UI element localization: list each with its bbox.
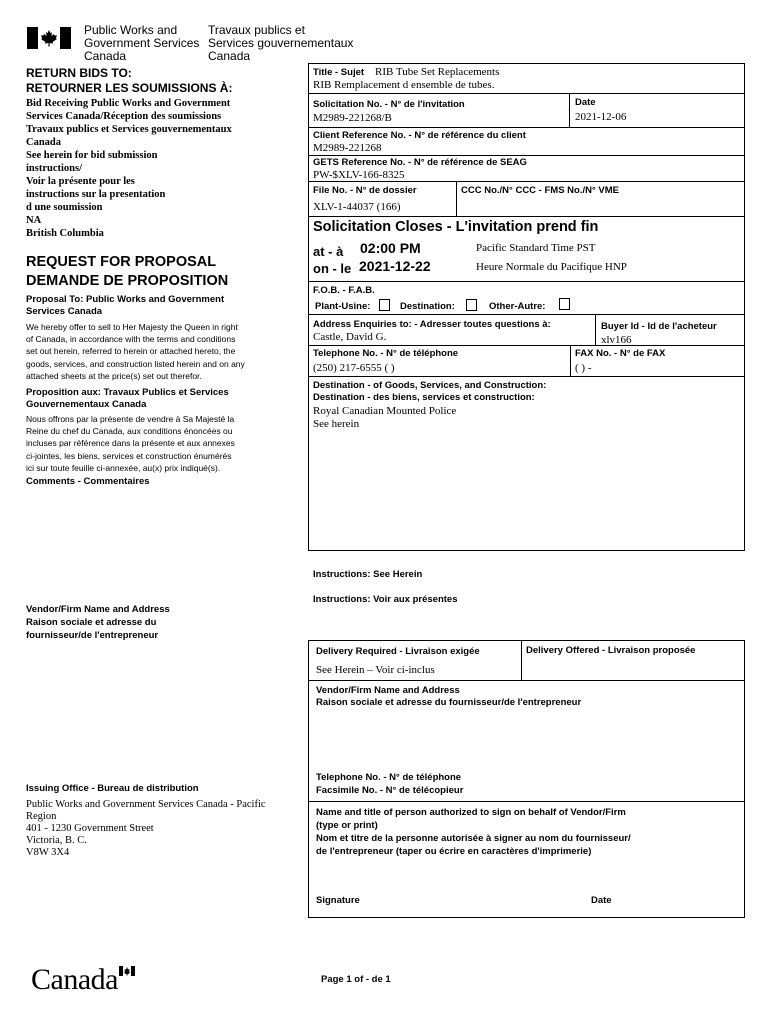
solicitation-number-value: M2989-221268/B — [313, 112, 392, 124]
address-enquiries-label: Address Enquiries to: - Adresser toutes questions à: — [313, 319, 551, 330]
buyer-id-label: Buyer Id - Id de l'acheteur — [601, 321, 717, 332]
date-label: Date — [575, 97, 596, 108]
wordmark-flag-icon — [119, 966, 135, 976]
file-number-value: XLV-1-44037 (166) — [313, 201, 401, 213]
date-value: 2021-12-06 — [575, 111, 627, 123]
request-for-proposal-title: REQUEST FOR PROPOSAL DEMANDE DE PROPOSITION — [26, 254, 229, 289]
issuing-office-label: Issuing Office - Bureau de distribution — [26, 783, 199, 794]
government-flag-logo — [27, 27, 71, 49]
department-name-en: Public Works and Government Services Canada — [84, 23, 200, 63]
other-checkbox[interactable] — [559, 298, 570, 310]
gets-reference-value: PW-$XLV-166-8325 — [313, 169, 405, 181]
proposal-to-label: Proposal To: Public Works and Government Services Canada — [26, 294, 225, 317]
timezone-fr: Heure Normale du Pacifique HNP — [476, 261, 627, 273]
plant-checkbox[interactable] — [379, 299, 390, 311]
destination-label: Destination: — [400, 301, 455, 312]
destination-goods-value: Royal Canadian Mounted Police See herein — [313, 405, 457, 430]
signature-date-label: Date — [591, 895, 612, 906]
vendor-name-address-label: Vendor/Firm Name and Address Raison sociale et adresse du fournisseur/de l'entrepreneur — [316, 685, 582, 708]
issuing-office-address: Public Works and Government Services Canada - Pacific Region 401 - 1230 Government Street Victoria, B. C. V8W 3X4 — [26, 799, 266, 858]
destination-checkbox[interactable] — [466, 299, 477, 311]
title-value-en: RIB Tube Set Replacements — [375, 66, 500, 78]
client-reference-value: M2989-221268 — [313, 142, 382, 154]
department-name-fr: Travaux publics et Services gouvernementaux Canada — [208, 23, 354, 63]
other-label: Other-Autre: — [489, 301, 546, 312]
plant-label: Plant-Usine: — [315, 301, 371, 312]
telephone-value: (250) 217-6555 ( ) — [313, 362, 395, 374]
delivery-required-value: See Herein – Voir ci-inclus — [316, 664, 435, 676]
fax-label: FAX No. - N° de FAX — [575, 348, 666, 359]
proposal-to-text: We hereby offer to sell to Her Majesty the Queen in right of Canada, in accordance with the terms and conditions set out herein, referred to herein or attached hereto, the goods, services, and construction listed herein and on any attached sheets at the price(s) set out therefor. — [26, 322, 245, 381]
solicitation-number-label: Solicitation No. - N° de l'invitation — [313, 99, 465, 110]
destination-goods-label: Destination - of Goods, Services, and Construction: Destination - des biens, services et construction: — [313, 380, 547, 403]
buyer-id-value: xlv166 — [601, 334, 632, 346]
delivery-offered-label: Delivery Offered - Livraison proposée — [526, 645, 696, 656]
return-bids-heading: RETURN BIDS TO: RETOURNER LES SOUMISSIONS À: — [26, 66, 233, 95]
fob-label: F.O.B. - F.A.B. — [313, 285, 375, 296]
file-number-label: File No. - N° de dossier — [313, 185, 417, 196]
fax-value: ( ) - — [575, 362, 592, 374]
signature-label: Signature — [316, 895, 360, 906]
vendor-telephone-label: Telephone No. - N° de téléphone Facsimile No. - N° de télécopieur — [316, 772, 464, 796]
comments-label: Comments - Commentaires — [26, 476, 150, 487]
closing-time-label: at - à — [313, 244, 344, 259]
proposition-label: Proposition aux: Travaux Publics et Services Gouvernementaux Canada — [26, 387, 229, 410]
vendor-label-left: Vendor/Firm Name and Address Raison sociale et adresse du fournisseur/de l'entrepreneur — [26, 604, 170, 641]
proposition-text: Nous offrons par la présente de vendre à Sa Majesté la Reine du chef du Canada, aux conditions énoncées ou incluses par référence dans la présente et aux annexes ci-jointes, les biens, services et construction énumérés ici sur toute feuille ci-annexée, au(x) prix indiqué(s). — [26, 414, 235, 473]
closing-date-value: 2021-12-22 — [359, 258, 431, 274]
authorized-signer-label: Name and title of person authorized to sign on behalf of Vendor/Firm (type or print) Nom et titre de la personne autorisée à signer au nom du fournisseur/ de l'entrepreneur (taper ou écrire en caractères d'imprimerie) — [316, 807, 631, 857]
title-label: Title - Sujet — [313, 67, 365, 78]
return-bids-address: Bid Receiving Public Works and Government Services Canada/Réception des soumissions Travaux publics et Services gouvernementaux Canada See herein for bid submission instructions/ Voir la présente pour les instructions sur la presentation d une soumission NA British Columbia — [26, 98, 232, 239]
page-number: Page 1 of - de 1 — [321, 974, 391, 985]
timezone-en: Pacific Standard Time PST — [476, 242, 596, 254]
client-reference-label: Client Reference No. - N° de référence du client — [313, 130, 526, 141]
closing-time-value: 02:00 PM — [360, 240, 421, 256]
instructions-en: Instructions: See Herein — [313, 569, 423, 580]
maple-leaf-icon — [40, 29, 58, 47]
telephone-label: Telephone No. - N° de téléphone — [313, 348, 459, 359]
delivery-required-label: Delivery Required - Livraison exigée — [316, 646, 480, 657]
address-enquiries-value: Castle, David G. — [313, 331, 387, 343]
gets-reference-label: GETS Reference No. - N° de référence de SEAG — [313, 157, 527, 168]
instructions-fr: Instructions: Voir aux présentes — [313, 594, 458, 605]
solicitation-closes-heading: Solicitation Closes - L'invitation prend fin — [313, 219, 599, 235]
title-value-fr: RIB Remplacement d ensemble de tubes. — [313, 79, 495, 91]
canada-wordmark: Canada — [31, 963, 118, 996]
ccc-number-label: CCC No./N° CCC - FMS No./N° VME — [461, 185, 620, 196]
closing-date-label: on - le — [313, 261, 352, 276]
